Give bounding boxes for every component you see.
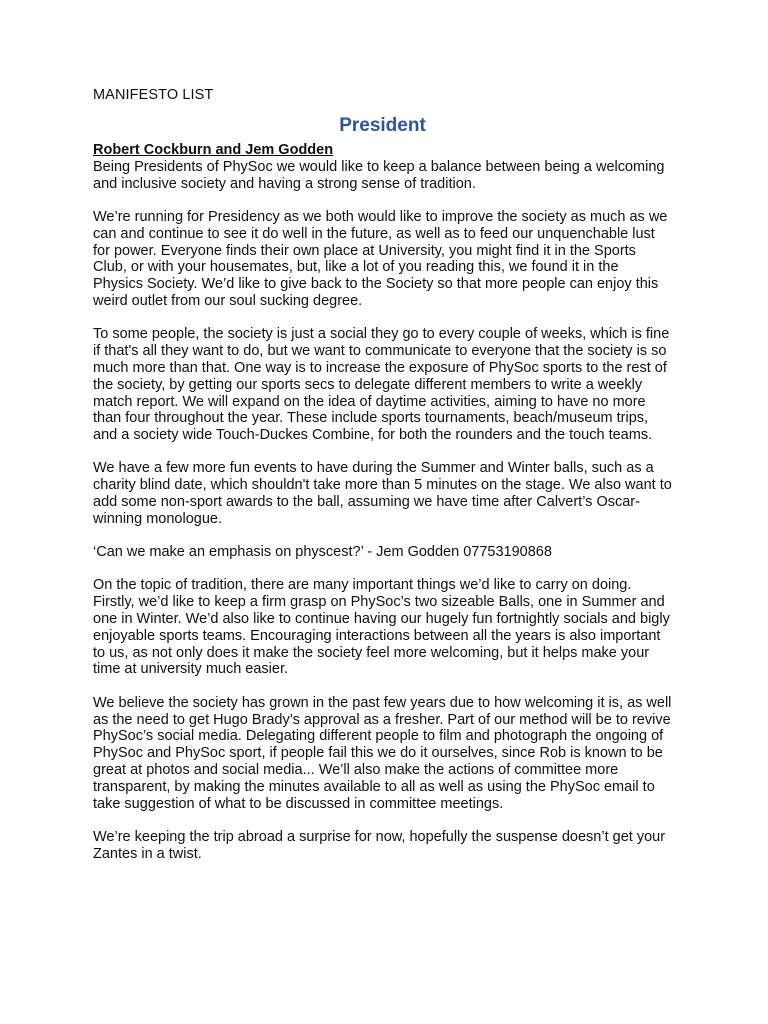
document-label: MANIFESTO LIST <box>93 87 214 103</box>
paragraph-balls-events: We have a few more fun events to have during the Summer and Winter balls, such as a charity blind date, which shouldn't take more than 5 minutes on the stage. We also want to add some non-sport awards to the ball, assuming we have time after Calvert’s Oscar-winning monologue. <box>93 460 672 527</box>
paragraph-social-media: We believe the society has grown in the past few years due to how welcoming it is, as well as the need to get Hugo Brady’s approval as a fresher. Part of our method will be to revive PhySoc’s social media. Delegating different people to film and photograph the ongoing of PhySoc and PhySoc sport, if people fail this we do it ourselves, since Rob is known to be great at photos and social media... We’ll also make the actions of committee more transparent, by making the minutes available to all as well as using the PhySoc email to take suggestion of what to be discussed in committee meetings. <box>93 694 672 812</box>
section-heading: President <box>339 115 426 136</box>
paragraph-intro: Being Presidents of PhySoc we would like to keep a balance between being a welcoming and inclusive society and having a strong sense of tradition. <box>93 159 665 192</box>
candidate-names: Robert Cockburn and Jem Godden <box>93 142 334 158</box>
paragraph-exposure: To some people, the society is just a social they go to every couple of weeks, which is fine if that's all they want to do, but we want to communicate to everyone that the society is so much more than that. One way is to increase the exposure of PhySoc sports to the rest of the society, by getting our sports secs to delegate different members to write a weekly match report. We will expand on the idea of daytime activities, aiming to have no more than four throughout the year. These include sports tournaments, beach/museum trips, and a society wide Touch-Duckes Combine, for both the rounders and the touch teams. <box>93 326 670 444</box>
paragraph-quote: ‘Can we make an emphasis on physcest?’ - Jem Godden 07753190868 <box>93 544 552 561</box>
paragraph-trip-abroad: We’re keeping the trip abroad a surprise for now, hopefully the suspense doesn’t get your Zantes in a twist. <box>93 828 666 862</box>
paragraph-motivation: We’re running for Presidency as we both would like to improve the society as much as we can and continue to see it do well in the future, as well as to feed our unquenchable lust for power. Everyone finds their own place at University, you might find it in the Sports Club, or with your housemates, but, like a lot of you reading this, we found it in the Physics Society. We’d like to give back to the Society so that more people can enjoy this weird outlet from our soul sucking degree. <box>93 209 668 310</box>
paragraph-tradition: On the topic of tradition, there are many important things we’d like to carry on doing. Firstly, we’d like to keep a firm grasp on PhySoc’s two sizeable Balls, one in Summer and one in Winter. We’d also like to continue having our hugely fun fortnightly socials and bigly enjoyable sports teams. Encouraging interactions between all the years is also important to us, as not only does it make the society feel more welcoming, but it helps make your time at university much easier. <box>93 577 670 678</box>
